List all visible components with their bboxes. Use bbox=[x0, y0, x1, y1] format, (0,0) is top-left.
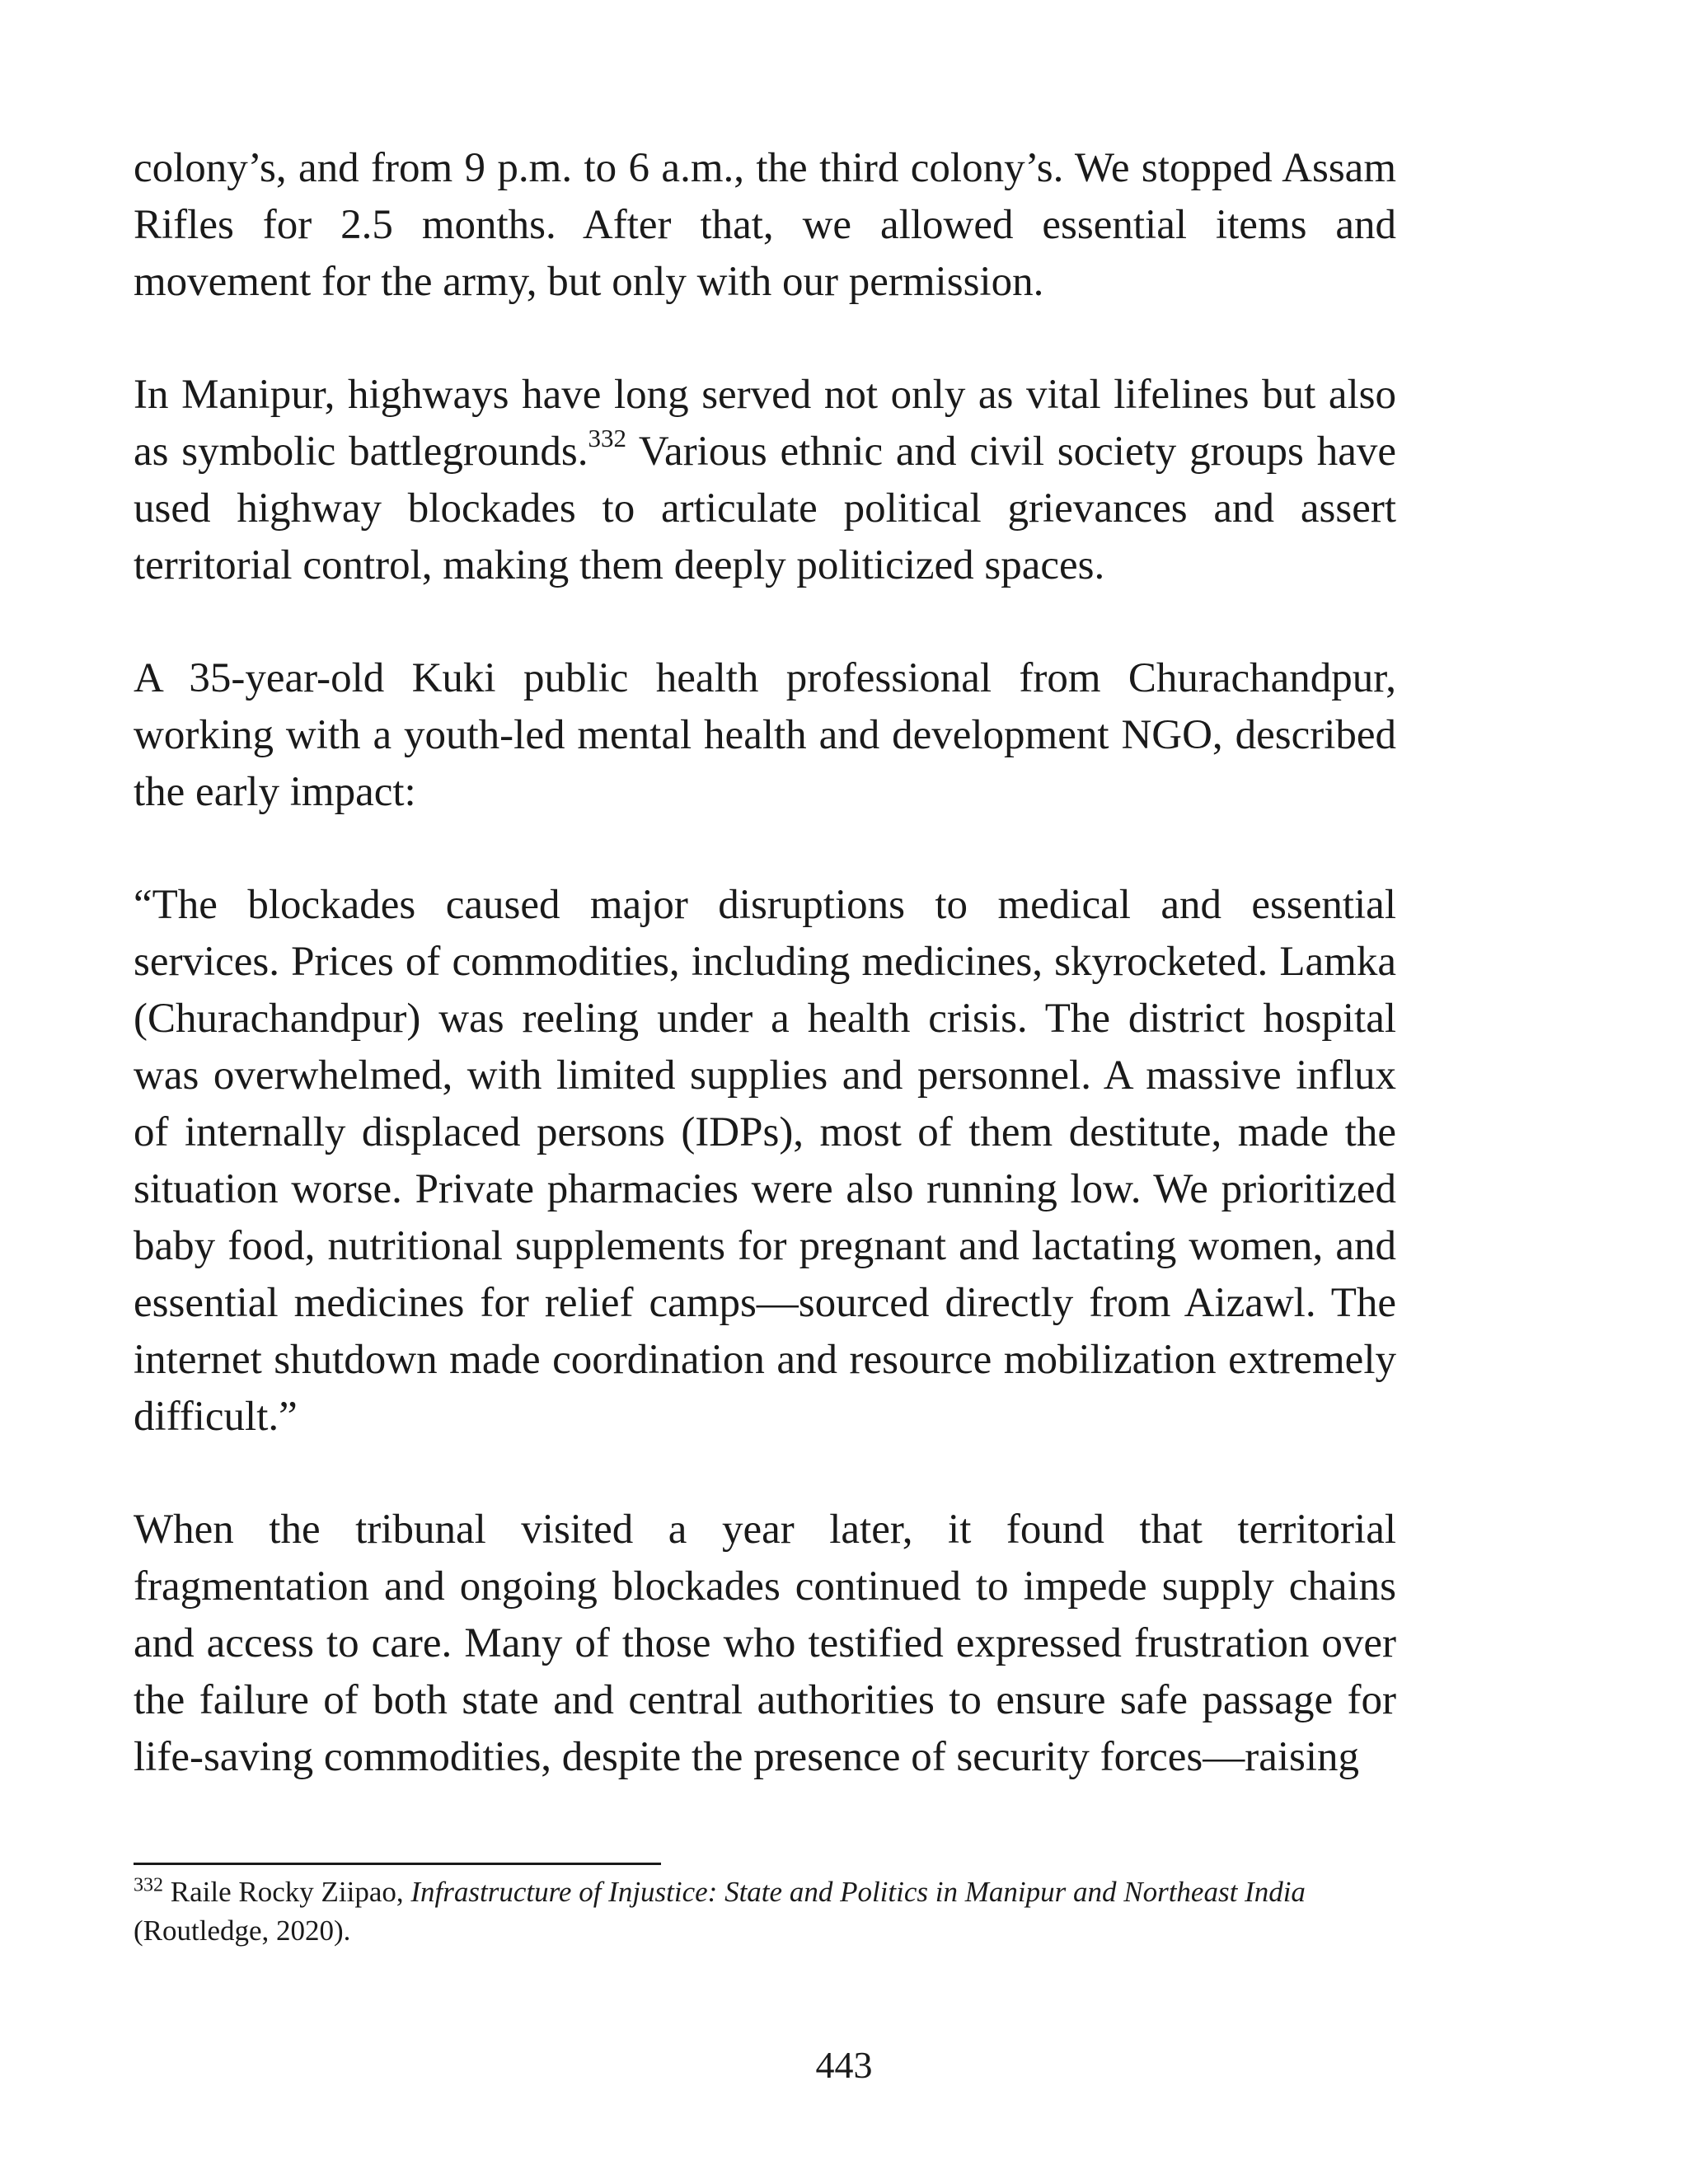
footnote bbox=[134, 1872, 1419, 1950]
page-body bbox=[134, 140, 1396, 1842]
paragraph-2-after: Various ethnic and civil society groups have used highway blockades to articulate political grievances and assert territorial control, making them deeply politicized spaces. bbox=[134, 429, 1396, 588]
footnote-title: Infrastructure of Injustice: State and Politics in Manipur and Northeast India bbox=[410, 1876, 1306, 1908]
footnote-divider bbox=[134, 1863, 661, 1865]
paragraph-2-before: In Manipur, highways have long served not only as vital lifelines but also as symbolic battlegrounds. bbox=[134, 372, 1396, 475]
paragraph-3: A 35-year-old Kuki public health professional from Churachandpur, working with a youth-led mental health and development NGO, described the early impact: bbox=[134, 655, 1396, 815]
paragraph-5: When the tribunal visited a year later, it found that territorial fragmentation and ongoing blockades continued to impede supply chains and access to care. Many of those who testified expressed frustration over the failure of both state and central authorities to ensure safe passage for life-saving commodities, despite the presence of security forces—raising bbox=[134, 1507, 1396, 1780]
footnote-reference[interactable]: 332 bbox=[588, 424, 626, 452]
footnote-number: 332 bbox=[134, 1874, 163, 1896]
paragraph-2 bbox=[134, 367, 1396, 594]
paragraph-1: colony’s, and from 9 p.m. to 6 a.m., the third colony’s. We stopped Assam Rifles for 2.5 months. After that, we allowed essential items and movement for the army, but only with our permission. bbox=[134, 145, 1396, 305]
page-number: 443 bbox=[815, 2044, 873, 2086]
footnote-publication: (Routledge, 2020). bbox=[134, 1915, 351, 1947]
footnote-author: Raile Rocky Ziipao, bbox=[163, 1876, 411, 1908]
paragraph-4-quote: “The blockades caused major disruptions to medical and essential services. Prices of commodities, including medicines, skyrocketed. Lamka (Churachandpur) was reeling under a health crisis. The district hospital was overwhelmed, with limited supplies and personnel. A massive influx of internally displaced persons (IDPs), most of them destitute, made the situation worse. Private pharmacies were also running low. We prioritized baby food, nutritional supplements for pregnant and lactating women, and essential medicines for relief camps—sourced directly from Aizawl. The internet shutdown made coordination and resource mobilization extremely difficult.” bbox=[134, 882, 1396, 1440]
